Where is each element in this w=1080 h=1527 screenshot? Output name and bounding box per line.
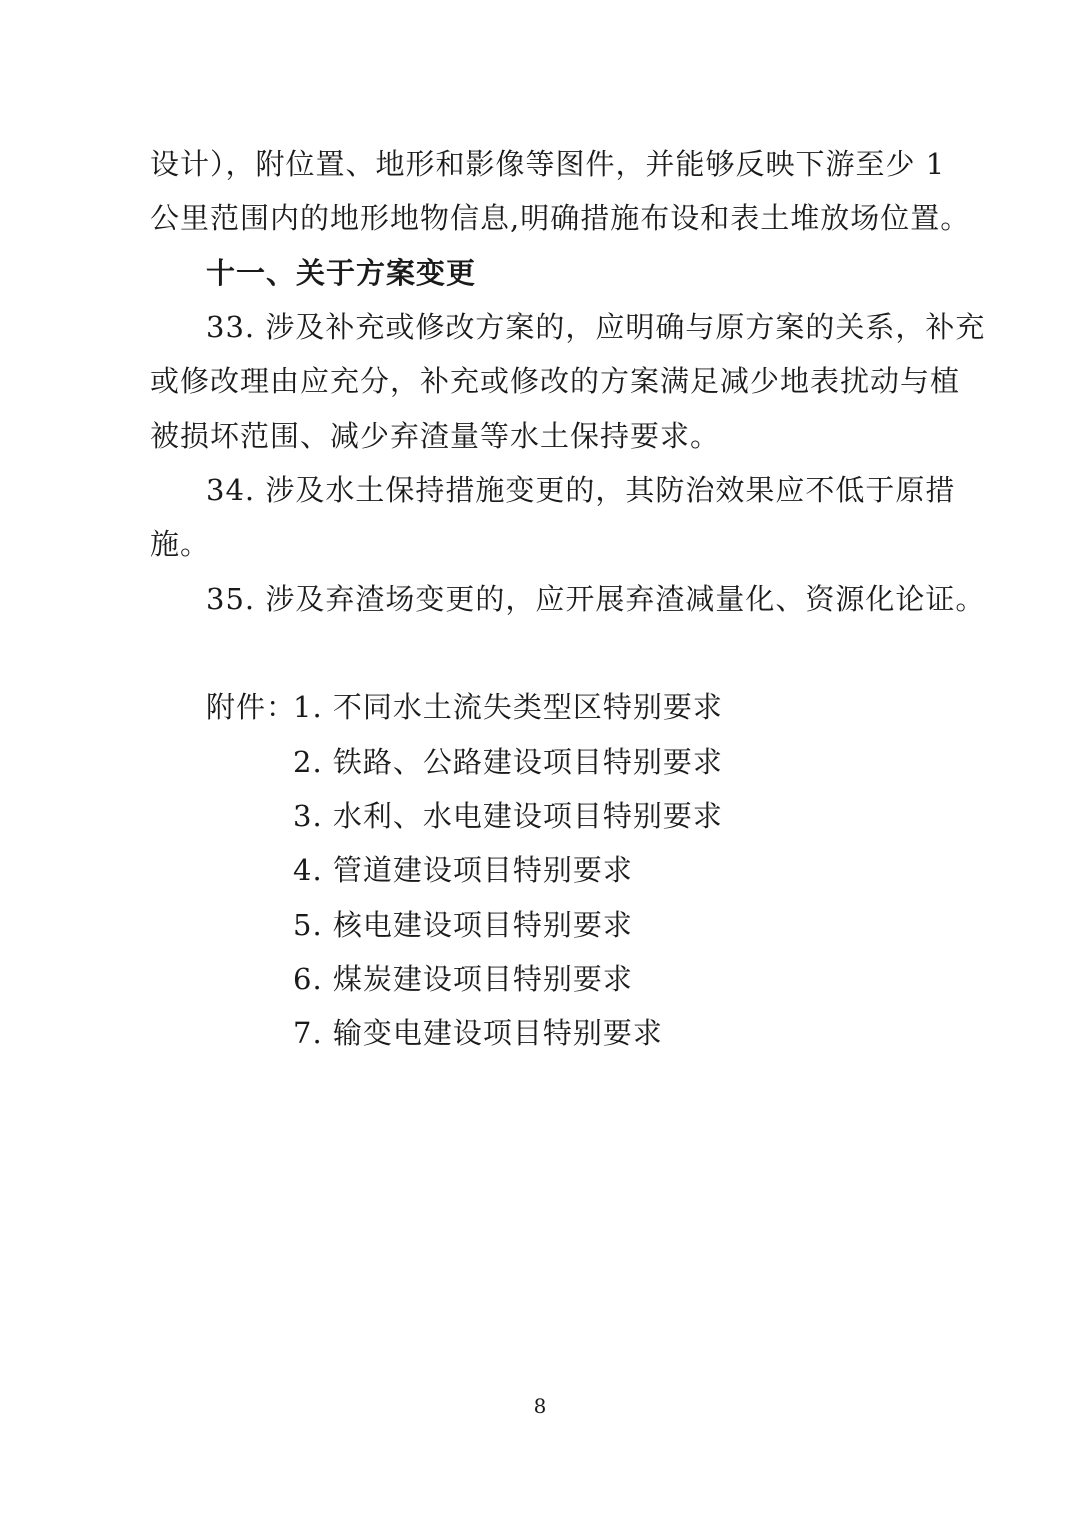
- item-33-line-3: 被损坏范围、减少弃渣量等水土保持要求。: [150, 419, 721, 453]
- attachments-label: 附件：: [206, 690, 297, 724]
- page-number: 8: [533, 1394, 547, 1418]
- attachment-item-7: 7. 输变电建设项目特别要求: [293, 1016, 663, 1050]
- item-33-line-1: 33. 涉及补充或修改方案的，应明确与原方案的关系，补充: [206, 310, 986, 344]
- attachment-item-6: 6. 煤炭建设项目特别要求: [293, 962, 633, 996]
- attachment-item-5: 5. 核电建设项目特别要求: [293, 908, 633, 942]
- item-35-line-1: 35. 涉及弃渣场变更的，应开展弃渣减量化、资源化论证。: [206, 582, 986, 616]
- attachment-item-4: 4. 管道建设项目特别要求: [293, 853, 633, 887]
- attachment-item-2: 2. 铁路、公路建设项目特别要求: [293, 745, 723, 779]
- attachment-item-3: 3. 水利、水电建设项目特别要求: [293, 799, 723, 833]
- item-34-line-1: 34. 涉及水土保持措施变更的，其防治效果应不低于原措: [206, 473, 956, 507]
- item-33-line-2: 或修改理由应充分，补充或修改的方案满足减少地表扰动与植: [150, 364, 961, 398]
- section-heading: 十一、关于方案变更: [206, 256, 477, 290]
- paragraph-line-2: 公里范围内的地形地物信息,明确措施布设和表土堆放场位置。: [150, 201, 971, 235]
- paragraph-line-1: 设计），附位置、地形和影像等图件，并能够反映下游至少 1: [150, 147, 946, 181]
- attachment-item-1: 1. 不同水土流失类型区特别要求: [293, 690, 723, 724]
- item-34-line-2: 施。: [150, 527, 211, 561]
